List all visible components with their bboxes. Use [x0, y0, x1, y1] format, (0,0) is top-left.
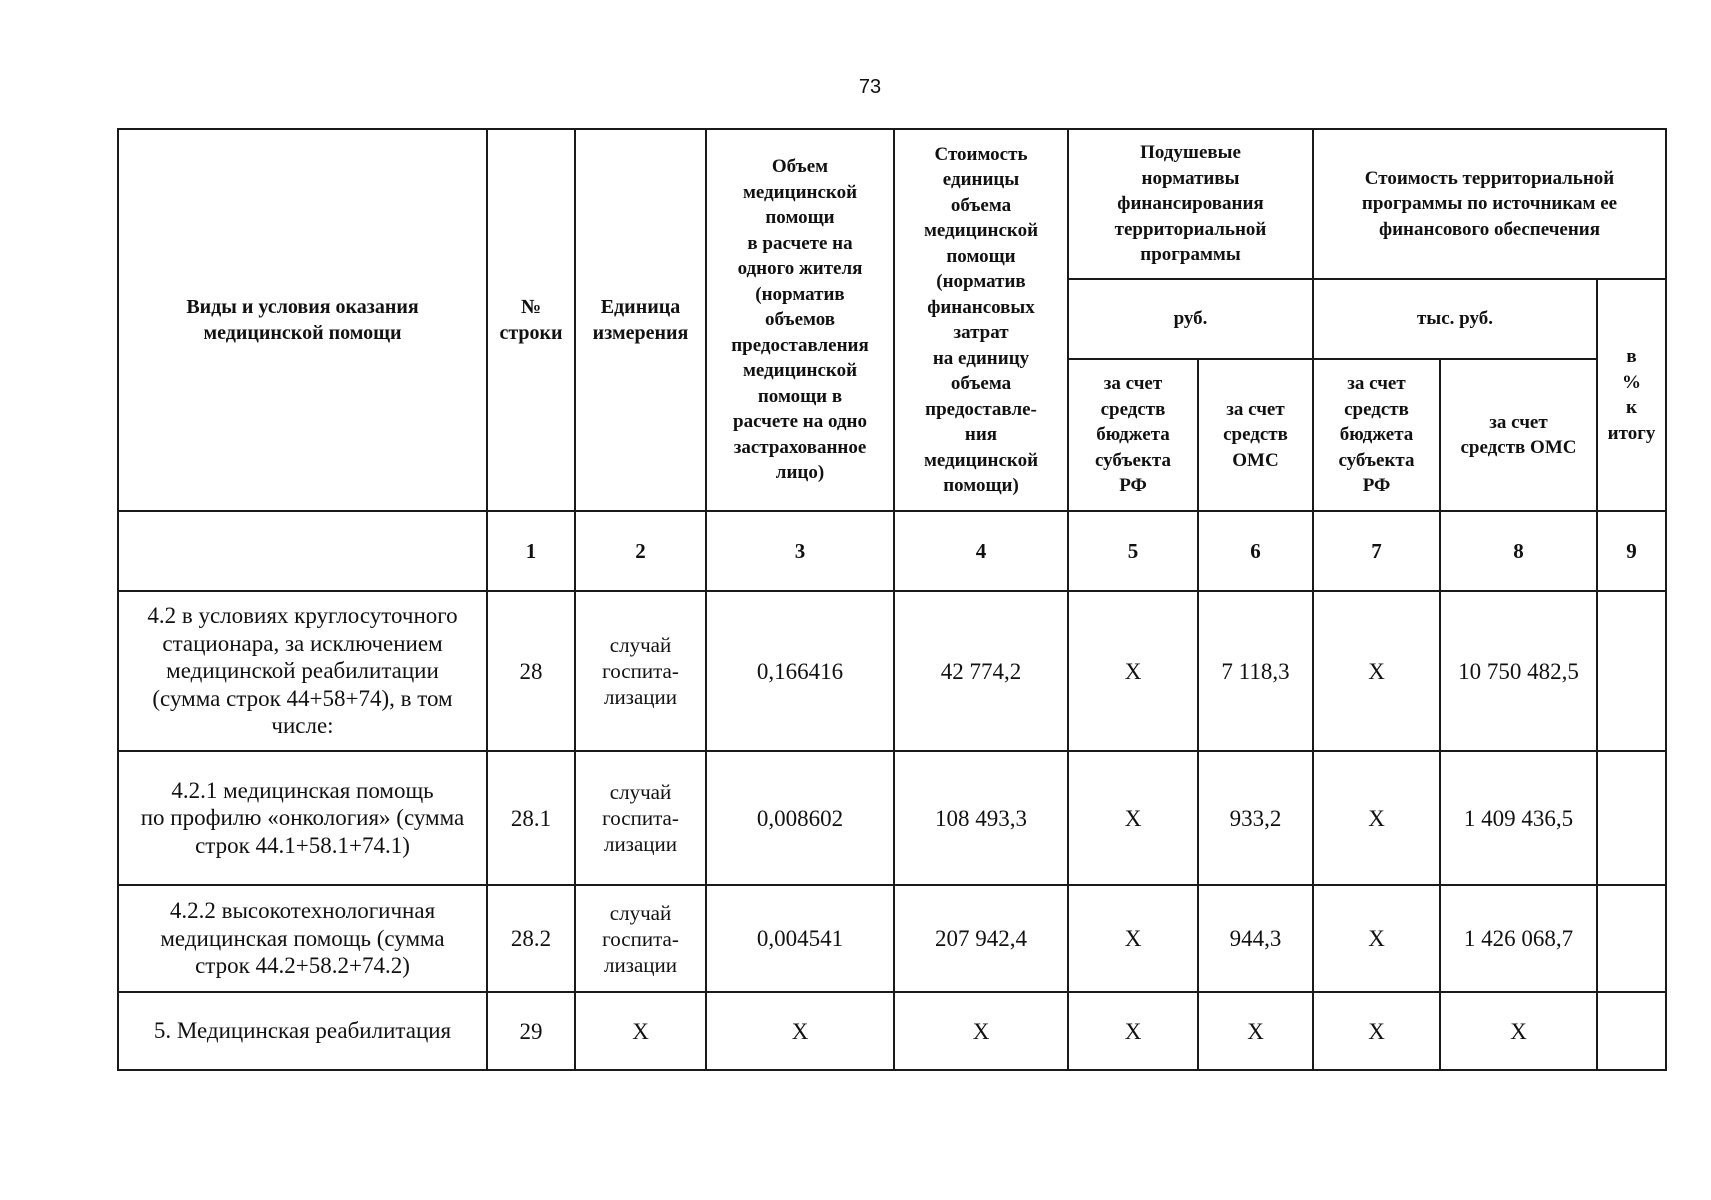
row-budget-rub: X	[1068, 885, 1198, 992]
header-budget-thousand: за счет средств бюджета субъекта РФ	[1313, 359, 1440, 511]
header-percent-of-total: в % к итогу	[1597, 279, 1666, 511]
row-unit: случай госпита- лизации	[575, 751, 706, 885]
row-name: 4.2 в условиях круглосуточного стационара, за исключением медицинской реабилитации (сумма строк 44+58+74), в том числе:	[118, 591, 487, 751]
header-unit-cost: Стоимость единицы объема медицинской помощи (норматив финансовых затрат на единицу объема предоставле- ния медицинской помощи)	[894, 129, 1068, 511]
column-number: 1	[487, 511, 575, 591]
header-budget-rub: за счет средств бюджета субъекта РФ	[1068, 359, 1198, 511]
header-program-cost-group: Стоимость территориальной программы по источникам ее финансового обеспечения	[1313, 129, 1666, 279]
row-percent	[1597, 591, 1666, 751]
header-per-capita-group: Подушевые нормативы финансирования территориальной программы	[1068, 129, 1313, 279]
header-unit: Единица измерения	[575, 129, 706, 511]
column-numbers-row	[118, 511, 1666, 591]
table-row	[118, 885, 1666, 992]
row-oms-thousand: 1 409 436,5	[1440, 751, 1597, 885]
row-name: 4.2.2 высокотехнологичная медицинская помощь (сумма строк 44.2+58.2+74.2)	[118, 885, 487, 992]
row-name: 4.2.1 медицинская помощь по профилю «онкология» (сумма строк 44.1+58.1+74.1)	[118, 751, 487, 885]
column-number: 9	[1597, 511, 1666, 591]
row-unit: X	[575, 992, 706, 1070]
column-number	[118, 511, 487, 591]
row-oms-rub: X	[1198, 992, 1313, 1070]
row-budget-thousand: X	[1313, 591, 1440, 751]
row-budget-thousand: X	[1313, 885, 1440, 992]
row-number: 28.1	[487, 751, 575, 885]
column-number: 6	[1198, 511, 1313, 591]
column-number: 4	[894, 511, 1068, 591]
row-percent	[1597, 992, 1666, 1070]
header-unit-rub: руб.	[1068, 279, 1313, 359]
row-budget-rub: X	[1068, 751, 1198, 885]
header-row-number: № строки	[487, 129, 575, 511]
row-volume: X	[706, 992, 894, 1070]
row-number: 28.2	[487, 885, 575, 992]
financing-table	[117, 128, 1667, 1071]
row-unit: случай госпита- лизации	[575, 885, 706, 992]
row-number: 29	[487, 992, 575, 1070]
row-volume: 0,166416	[706, 591, 894, 751]
column-number: 8	[1440, 511, 1597, 591]
row-oms-rub: 7 118,3	[1198, 591, 1313, 751]
column-number: 2	[575, 511, 706, 591]
page-number: 73	[858, 76, 882, 98]
header-volume: Объем медицинской помощи в расчете на одного жителя (норматив объемов предоставления медицинской помощи в расчете на одно застрахованное лицо)	[706, 129, 894, 511]
header-service-types: Виды и условия оказания медицинской помощи	[118, 129, 487, 511]
row-percent	[1597, 751, 1666, 885]
row-oms-thousand: 1 426 068,7	[1440, 885, 1597, 992]
row-budget-rub: X	[1068, 591, 1198, 751]
row-percent	[1597, 885, 1666, 992]
header-oms-thousand: за счет средств ОМС	[1440, 359, 1597, 511]
table-row	[118, 591, 1666, 751]
table-row	[118, 751, 1666, 885]
row-unit-cost: 108 493,3	[894, 751, 1068, 885]
column-number: 5	[1068, 511, 1198, 591]
row-oms-rub: 933,2	[1198, 751, 1313, 885]
header-oms-rub: за счет средств ОМС	[1198, 359, 1313, 511]
row-oms-rub: 944,3	[1198, 885, 1313, 992]
table-row	[118, 992, 1666, 1070]
row-unit-cost: X	[894, 992, 1068, 1070]
row-unit-cost: 42 774,2	[894, 591, 1068, 751]
row-unit: случай госпита- лизации	[575, 591, 706, 751]
row-volume: 0,008602	[706, 751, 894, 885]
row-budget-thousand: X	[1313, 751, 1440, 885]
column-number: 3	[706, 511, 894, 591]
row-budget-rub: X	[1068, 992, 1198, 1070]
header-unit-thousand-rub: тыс. руб.	[1313, 279, 1597, 359]
row-number: 28	[487, 591, 575, 751]
row-name: 5. Медицинская реабилитация	[118, 992, 487, 1070]
column-number: 7	[1313, 511, 1440, 591]
row-budget-thousand: X	[1313, 992, 1440, 1070]
row-volume: 0,004541	[706, 885, 894, 992]
row-oms-thousand: 10 750 482,5	[1440, 591, 1597, 751]
row-oms-thousand: X	[1440, 992, 1597, 1070]
row-unit-cost: 207 942,4	[894, 885, 1068, 992]
